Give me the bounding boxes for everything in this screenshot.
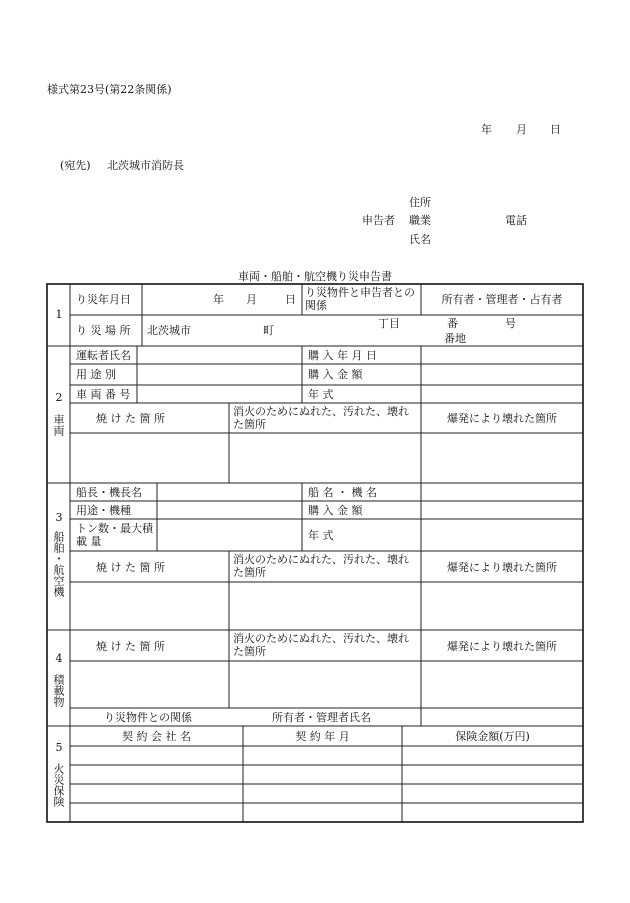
- location-ban: 番: [447, 317, 458, 330]
- relation-label: り災物件と申告者との関係: [305, 286, 415, 312]
- disaster-date-label: り災年月日: [76, 293, 131, 306]
- purchase-date-label: 購 入 年 月 日: [308, 349, 377, 362]
- vessel-purchase-amount-label: 購 入 金 額: [308, 504, 363, 517]
- insurance-amount-label: 保険金額(万円): [455, 730, 530, 743]
- date-day-label: 日: [550, 123, 561, 136]
- document-title: 車両・船舶・航空機り災申告書: [238, 270, 392, 283]
- applicant-label: 申告者: [362, 214, 395, 227]
- tonnage-label: トン数・最大積 載 量: [76, 522, 153, 548]
- model-year-label: 年 式: [308, 388, 334, 401]
- section-5-name: 火災保険: [52, 763, 65, 807]
- section-1-number: 1: [55, 308, 63, 321]
- section-2-name: 車両: [52, 414, 65, 436]
- cargo-relation-label: り災物件との関係: [104, 711, 192, 724]
- location-city: 北茨城市: [147, 324, 191, 337]
- address-label: 住所: [409, 196, 431, 209]
- wet-damaged-label: 消火のためにぬれた、汚れた、壊れた箇所: [233, 405, 409, 431]
- disaster-year: 年: [213, 293, 224, 306]
- section-3-name: 船舶・航空機: [52, 531, 65, 597]
- location-town: 町: [263, 324, 274, 337]
- date-year-label: 年: [481, 123, 492, 136]
- vessel-explosion-damaged-label: 爆発により壊れた箇所: [447, 561, 557, 574]
- vessel-burned-parts-label: 焼 け た 箇 所: [96, 561, 165, 574]
- captain-label: 船長・機長名: [76, 486, 142, 499]
- vessel-name-label: 船 名 ・ 機 名: [308, 486, 377, 499]
- insurance-contract-date-label: 契 約 年 月: [295, 730, 350, 743]
- date-month-label: 月: [516, 123, 527, 136]
- form-number: 様式第23号(第22条関係): [47, 83, 172, 96]
- driver-label: 運転者氏名: [76, 349, 131, 362]
- section-2-number: 2: [55, 391, 63, 404]
- section-3-number: 3: [55, 511, 63, 524]
- cargo-explosion-damaged-label: 爆発により壊れた箇所: [447, 640, 557, 653]
- location-banchi: 番地: [444, 332, 466, 345]
- location-chome: 丁目: [378, 317, 400, 330]
- name-label: 氏名: [409, 233, 431, 246]
- disaster-day: 日: [285, 293, 296, 306]
- vessel-model-year-label: 年 式: [308, 529, 334, 542]
- vessel-usage-label: 用途・機種: [76, 504, 131, 517]
- insurance-company-label: 契 約 会 社 名: [122, 730, 191, 743]
- vehicle-number-label: 車 両 番 号: [76, 388, 131, 401]
- addressee: 北茨城市消防長: [107, 159, 184, 172]
- location-go: 号: [505, 317, 516, 330]
- relation-value: 所有者・管理者・占有者: [441, 293, 563, 306]
- section-5-number: 5: [55, 741, 63, 754]
- section-4-name: 積載物: [52, 674, 65, 707]
- phone-label: 電話: [505, 214, 527, 227]
- section-4-number: 4: [55, 652, 63, 665]
- occupation-label: 職業: [409, 214, 431, 227]
- burned-parts-label: 焼 け た 箇 所: [96, 412, 165, 425]
- disaster-month: 月: [246, 293, 257, 306]
- usage-label: 用 途 別: [76, 368, 116, 381]
- cargo-wet-damaged-label: 消火のためにぬれた、汚れた、壊れた箇所: [233, 632, 409, 658]
- cargo-burned-parts-label: 焼 け た 箇 所: [96, 640, 165, 653]
- addressee-prefix: (宛先): [60, 159, 91, 172]
- vessel-wet-damaged-label: 消火のためにぬれた、汚れた、壊れた箇所: [233, 553, 409, 579]
- cargo-owner-label: 所有者・管理者氏名: [272, 711, 371, 724]
- purchase-amount-label: 購 入 金 額: [308, 368, 363, 381]
- location-label: り 災 場 所: [76, 324, 131, 337]
- explosion-damaged-label: 爆発により壊れた箇所: [447, 412, 557, 425]
